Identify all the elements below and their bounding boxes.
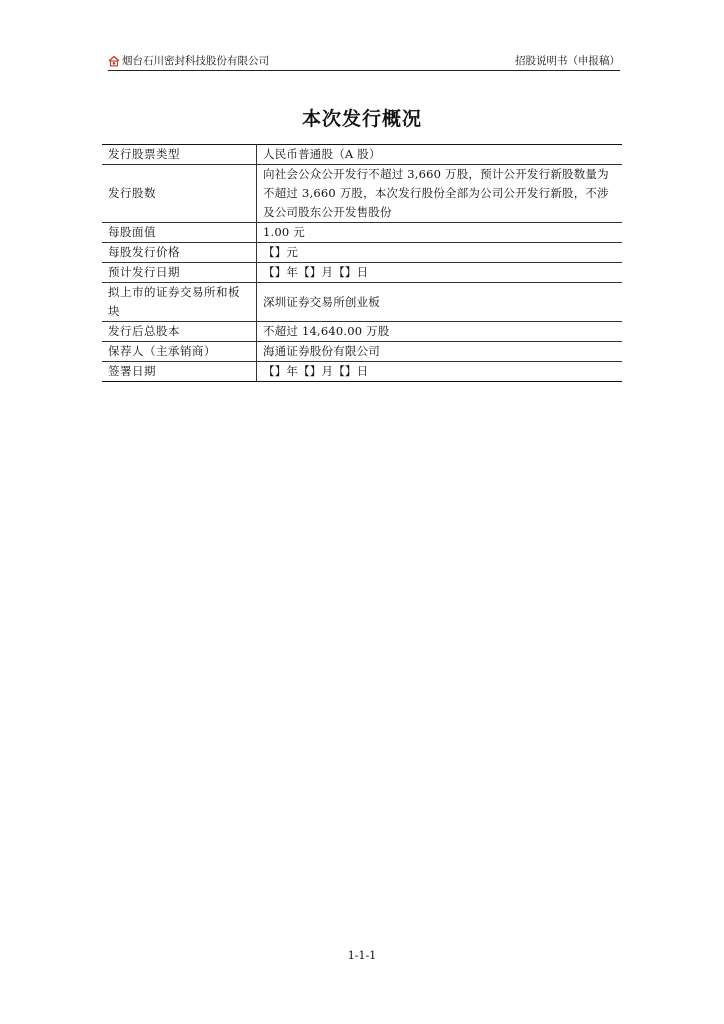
table-row [102, 223, 622, 243]
row-value: 向社会公众公开发行不超过 3,660 万股，预计公开发行新股数量为不超过 3,660 万股，本次发行股份全部为公司公开发行新股，不涉及公司股东公开发售股份 [257, 165, 623, 223]
row-label: 拟上市的证券交易所和板块 [102, 283, 257, 322]
page-header [108, 52, 620, 71]
row-label: 签署日期 [102, 362, 257, 382]
row-value: 海通证券股份有限公司 [257, 342, 623, 362]
table-row [102, 283, 622, 322]
row-label: 发行后总股本 [102, 322, 257, 342]
table-row [102, 362, 622, 382]
table-row [102, 165, 622, 223]
row-value: 深圳证券交易所创业板 [257, 283, 623, 322]
row-label: 发行股数 [102, 165, 257, 223]
row-label: 每股面值 [102, 223, 257, 243]
row-value: 【】年【】月【】日 [257, 263, 623, 283]
offering-overview-table [102, 144, 622, 382]
table-row [102, 243, 622, 263]
header-left [108, 53, 269, 68]
row-label: 发行股票类型 [102, 145, 257, 165]
row-label: 预计发行日期 [102, 263, 257, 283]
company-logo-icon [108, 55, 120, 67]
table-row [102, 342, 622, 362]
table-row [102, 145, 622, 165]
row-label: 保荐人（主承销商） [102, 342, 257, 362]
page-title: 本次发行概况 [301, 108, 422, 130]
row-value: 不超过 14,640.00 万股 [257, 322, 623, 342]
row-label: 每股发行价格 [102, 243, 257, 263]
row-value: 【】元 [257, 243, 623, 263]
row-value: 1.00 元 [257, 223, 623, 243]
table-row [102, 322, 622, 342]
page-number: 1-1-1 [347, 949, 377, 962]
document-type: 招股说明书（申报稿） [515, 55, 620, 67]
row-value: 【】年【】月【】日 [257, 362, 623, 382]
table-row [102, 263, 622, 283]
row-value: 人民币普通股（A 股） [257, 145, 623, 165]
company-name: 烟台石川密封科技股份有限公司 [122, 55, 269, 67]
